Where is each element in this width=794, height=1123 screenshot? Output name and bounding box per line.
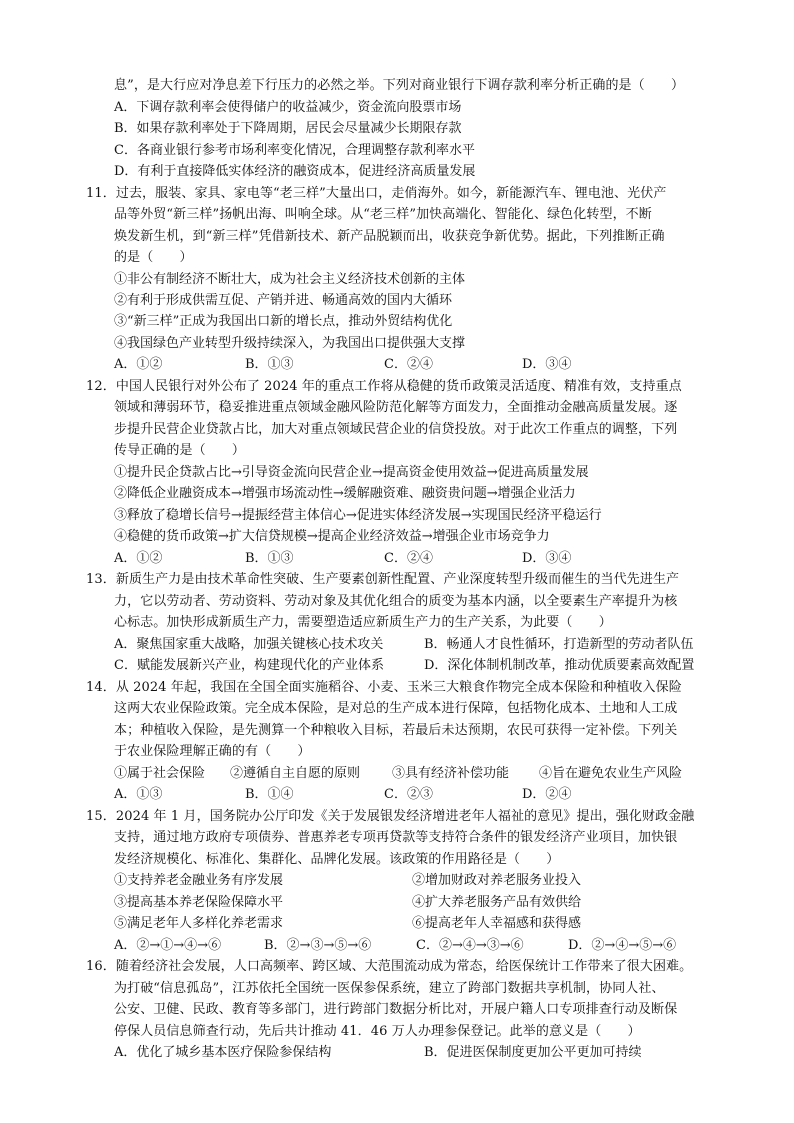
q15-stem-line-2: 支持，通过地方政府专项债券、普惠养老专项再贷款等支持符合条件的银发经济产业项目，加快银	[114, 830, 678, 845]
q11-stem-line-1: 11．过去，服装、家具、家电等“老三样”大量出口，走俏海外。如今，新能源汽车、锂电池、光伏产	[86, 186, 667, 201]
q14-stem-line-4: 于农业保险理解正确的有（ ）	[114, 744, 311, 759]
q15-item-2: ②增加财政对养老服务业投入	[412, 873, 582, 888]
q16-stem-line-1: 16．随着经济社会发展，人口高频率、跨区域、大范围流动成为常态，给医保统计工作带来了很大困难。	[86, 959, 693, 974]
q13-choice-a: A．聚焦国家重大战略，加强关键核心技术攻关	[114, 637, 384, 652]
q12-item-4: ④稳健的货币政策→扩大信贷规模→提高企业经济效益→增强企业市场竞争力	[114, 529, 550, 544]
q11-stem-line-2: 品等外贸“新三样”扬帆出海、叫响全球。从“老三样”加快高端化、智能化、绿色化转型，不断	[114, 207, 652, 222]
q14-stem-line-1: 14．从 2024 年起，我国在全国全面实施稻谷、小麦、玉米三大粮食作物完全成本保险和种植收入保险	[86, 680, 682, 695]
q15-item-1: ①支持养老金融业务有序发展	[114, 873, 284, 888]
q11-choice-b: B．①③	[245, 357, 294, 372]
q12-stem-line-2: 领域和薄弱环节，稳妥推进重点领域金融风险防范化解等方面发力，全面推动金融高质量发展。逐	[114, 400, 678, 415]
q15-choice-c: C．②→④→③→⑥	[416, 938, 524, 953]
q15-item-5: ⑤满足老年人多样化养老需求	[114, 916, 284, 931]
q12-item-3: ③释放了稳增长信号→提振经营主体信心→促进实体经济发展→实现国民经济平稳运行	[114, 508, 602, 523]
q11-stem-line-4: 的是（ ）	[114, 250, 193, 265]
q12-stem-line-3: 步提升民营企业贷款占比，加大对重点领域民营企业的信贷投放。对于此次工作重点的调整，下列	[114, 422, 678, 437]
q10-option-a: A．下调存款利率会使得储户的收益减少，资金流向股票市场	[114, 100, 462, 115]
q13-stem-line-2: 力，它以劳动者、劳动资料、劳动对象及其优化组合的质变为基本内涵，以全要素生产率提升为核	[114, 594, 678, 609]
q12-item-1: ①提升民企贷款占比→引导资金流向民营企业→提高资金使用效益→促进高质量发展	[114, 465, 589, 480]
q14-item-4: ④旨在避免农业生产风险	[539, 766, 683, 781]
q14-item-2: ②遵循自主自愿的原则	[230, 766, 361, 781]
q10-option-b: B．如果存款利率处于下降周期，居民会尽量减少长期限存款	[114, 121, 462, 136]
q13-choice-b: B．畅通人才良性循环，打造新型的劳动者队伍	[424, 637, 694, 652]
q14-stem-line-2: 这两大农业保险政策。完全成本保险，是对总的生产成本进行保障，包括物化成本、土地和人工成	[114, 701, 678, 716]
q16-stem-line-2: 为打破“信息孤岛”，江苏依托全国统一医保参保系统，建立了跨部门数据共享机制，协同人社、	[114, 981, 665, 996]
q14-item-3: ③具有经济补偿功能	[392, 766, 510, 781]
q14-choice-d: D．②④	[522, 787, 572, 802]
q13-choice-c: C．赋能发展新兴产业，构建现代化的产业体系	[114, 658, 384, 673]
q12-stem-line-1: 12．中国人民银行对外公布了 2024 年的重点工作将从稳健的货币政策灵活适度、精准有效，支持重点	[86, 379, 682, 394]
q11-choice-c: C．②④	[384, 357, 433, 372]
q15-stem-line-3: 发经济规模化、标准化、集群化、品牌化发展。该政策的作用路径是（ ）	[114, 852, 560, 867]
q15-choice-b: B．②→③→⑤→⑥	[264, 938, 372, 953]
q14-choice-a: A．①③	[114, 787, 163, 802]
q12-choice-a: A．①②	[114, 551, 163, 566]
q11-item-2: ②有利于形成供需互促、产销并进、畅通高效的国内大循环	[114, 293, 453, 308]
q11-item-3: ③“新三样”正成为我国出口新的增长点，推动外贸结构优化	[114, 314, 453, 329]
q11-item-1: ①非公有制经济不断壮大，成为社会主义经济技术创新的主体	[114, 272, 466, 287]
q13-choice-d: D．深化体制机制改革，推动优质要素高效配置	[424, 658, 695, 673]
q15-item-4: ④扩大养老服务产品有效供给	[412, 895, 582, 910]
q12-item-2: ②降低企业融资成本→增强市场流动性→缓解融资难、融资贵问题→增强企业活力	[114, 486, 576, 501]
q10-stem-continuation: 息”，是大行应对净息差下行压力的必然之举。下列对商业银行下调存款利率分析正确的是（ ）	[114, 78, 685, 93]
q13-stem-line-1: 13．新质生产力是由技术革命性突破、生产要素创新性配置、产业深度转型升级而催生的当代先进生产	[86, 572, 680, 587]
q12-stem-line-4: 传导正确的是（ ）	[114, 443, 246, 458]
q15-stem-line-1: 15．2024 年 1 月，国务院办公厅印发《关于发展银发经济增进老年人福祉的意见》提出，强化财政金融	[86, 809, 695, 824]
q12-choice-b: B．①③	[245, 551, 294, 566]
q14-choice-c: C．②③	[384, 787, 433, 802]
q15-choice-d: D．②→④→⑤→⑥	[568, 938, 677, 953]
q14-item-1: ①属于社会保险	[114, 766, 206, 781]
q13-stem-line-3: 心标志。加快形成新质生产力，需要塑造适应新质生产力的生产关系，为此要（ ）	[114, 615, 612, 630]
q12-choice-d: D．③④	[522, 551, 572, 566]
q16-choice-a: A．优化了城乡基本医疗保险参保结构	[114, 1045, 332, 1060]
q15-item-6: ⑥提高老年人幸福感和获得感	[412, 916, 582, 931]
q16-choice-b: B．促进医保制度更加公平更加可持续	[424, 1045, 642, 1060]
q10-option-d: D．有利于直接降低实体经济的融资成本，促进经济高质量发展	[114, 164, 476, 179]
q14-choice-b: B．①④	[245, 787, 294, 802]
q12-choice-c: C．②④	[384, 551, 433, 566]
q11-stem-line-3: 焕发新生机，到“新三样”凭借新技术、新产品脱颖而出，收获竞争新优势。据此，下列推断正确	[114, 229, 665, 244]
q15-item-3: ③提高基本养老保险保障水平	[114, 895, 284, 910]
q10-option-c: C．各商业银行参考市场利率变化情况，合理调整存款利率水平	[114, 143, 475, 158]
q16-stem-line-3: 公安、卫健、民政、教育等多部门，进行跨部门数据分析比对，开展户籍人口专项排查行动及断保	[114, 1002, 678, 1017]
q16-stem-line-4: 停保人员信息筛查行动，先后共计推动 41．46 万人办理参保登记。此举的意义是（ ）	[114, 1024, 641, 1039]
q15-choice-a: A．②→①→④→⑥	[114, 938, 222, 953]
q11-choice-a: A．①②	[114, 357, 163, 372]
q11-choice-d: D．③④	[522, 357, 572, 372]
q14-stem-line-3: 本；种植收入保险，是先测算一个种粮收入目标，若最后未达预期，农民可获得一定补偿。下列关	[114, 723, 678, 738]
q11-item-4: ④我国绿色产业转型升级持续深入，为我国出口提供强大支撑	[114, 336, 466, 351]
